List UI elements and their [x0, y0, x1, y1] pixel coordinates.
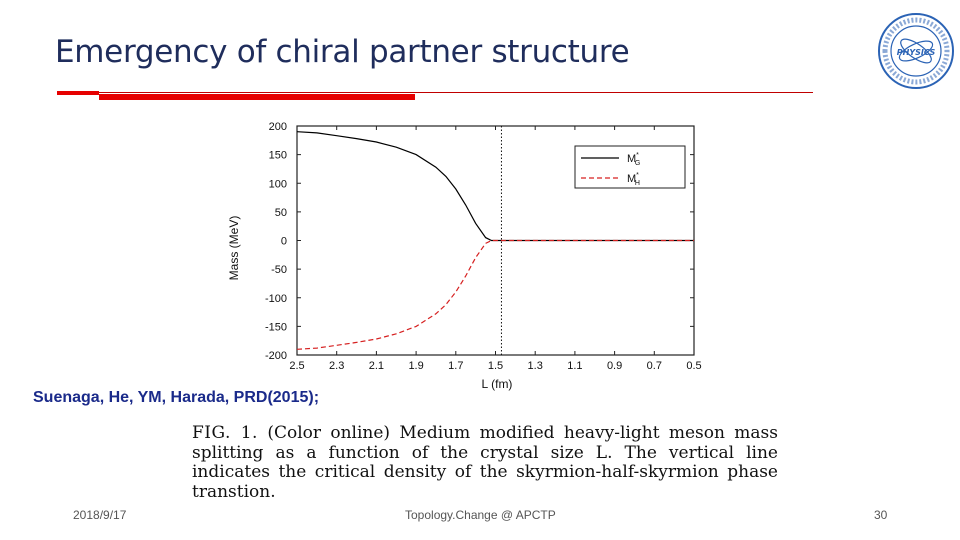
chart-legend: [575, 146, 685, 188]
y-tick-label: -100: [264, 292, 287, 305]
title-underline-thin: [57, 92, 813, 93]
x-tick-label: 2.5: [289, 360, 305, 372]
caption-label: FIG. 1.: [192, 423, 258, 443]
university-seal-icon: [877, 12, 955, 90]
footer-date: 2018/9/17: [73, 508, 127, 522]
title-underline-stub: [57, 91, 99, 95]
x-tick-label: 2.3: [329, 360, 345, 372]
x-tick-label: 1.5: [487, 360, 504, 372]
x-tick-label: 1.3: [527, 360, 543, 372]
logo-center-text: PHYSICS: [896, 48, 936, 57]
x-tick-label: 2.1: [368, 360, 385, 372]
y-tick-label: -200: [264, 350, 287, 362]
y-tick-label: 150: [268, 149, 287, 162]
y-axis-label: Mass (MeV): [227, 215, 241, 281]
figure-caption: [192, 424, 778, 506]
slide-title: Emergency of chiral partner structure: [55, 34, 630, 70]
x-tick-label: 1.1: [567, 360, 583, 372]
footer-center: Topology.Change @ APCTP: [405, 508, 556, 522]
y-tick-label: -50: [271, 264, 287, 277]
title-underline-thick: [99, 94, 415, 100]
x-tick-label: 1.9: [408, 360, 424, 372]
y-tick-label: 50: [274, 206, 287, 219]
citation: Suenaga, He, YM, Harada, PRD(2015);: [33, 389, 320, 406]
legend-entry: M* G: [627, 152, 641, 167]
x-tick-label: 1.7: [448, 360, 464, 372]
x-tick-label: 0.9: [606, 360, 623, 372]
x-tick-label: 0.7: [646, 360, 662, 372]
y-tick-label: 100: [268, 178, 287, 191]
y-tick-label: 0: [280, 235, 287, 248]
legend-entry: M* H: [627, 172, 640, 187]
caption-text: (Color online) Medium modified heavy-light meson mass splitting as a function of the crystal size L. The vertical line indicates the critical density of the skyrmion-half-skyrmion phase transtion.: [192, 423, 779, 502]
x-tick-label: 0.5: [686, 360, 702, 372]
y-tick-label: -150: [264, 321, 287, 334]
y-tick-label: 200: [268, 121, 287, 133]
x-axis-label: L (fm): [481, 377, 513, 391]
mass-splitting-chart: [190, 110, 760, 400]
slide-number: 30: [874, 508, 888, 522]
